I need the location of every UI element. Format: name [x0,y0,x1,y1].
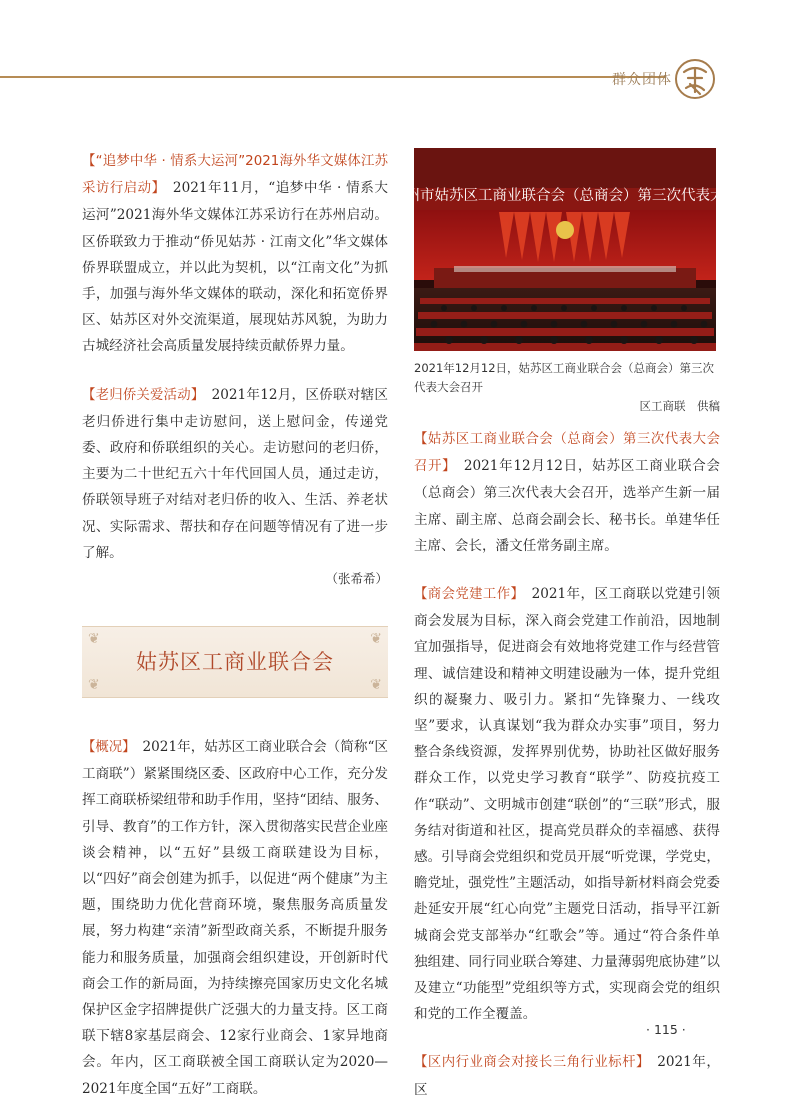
paragraph-body: 2021年，姑苏区工商业联合会（简称“区工商联”）紧紧围绕区委、区政府中心工作，充分发挥工商联桥梁纽带和助手作用，坚持“团结、服务、引导、教育”的工作方针，深入贯彻落实民营企业座谈会精神，以“五好”县级工商联建设为目标，以“四好”商会创建为抓手，以促进“两个健康”为主题，围绕助力优化营商环境，聚焦服务高质量发展，努力构建“亲清”新型政商关系，不断提升服务能力和服务质量，加强商会组织建设，开创新时代商会工作的新局面，为持续擦亮国家历史文化名城保护区金字招牌提供广泛强大的力量支持。区工商联下辖8家基层商会、12家行业商会、1家异地商会。年内，区工商联被全国工商联认定为2020—2021年度全国“五好”工商联。 [82,739,389,1097]
hall-banner-text: 苏州市姑苏区工商业联合会（总商会）第三次代表大会 [391,188,739,204]
author-signature: （张希希） [325,571,388,587]
photo-caption [414,359,720,413]
running-header-title: 群众团体 [612,72,672,88]
paragraph-heading: 【姑苏区工商业联合会（总商会）第三次代表大会召开】 [414,432,720,475]
paragraph-media-visit [82,148,388,360]
congress-hall-illustration [391,148,739,351]
calligraphy-emblem-icon [674,58,716,100]
paragraph-third-congress [414,426,720,559]
paragraph-industry-benchmark [414,1049,720,1102]
paragraph-heading: 【概况】 [82,740,129,756]
corner-ornament-icon: ❦ [88,677,100,694]
paragraph-heading: 【“追梦中华 · 情系大运河”2021海外华文媒体江苏采访行启动】 [82,154,388,197]
corner-ornament-icon: ❦ [370,631,382,648]
section-banner [82,626,388,698]
congress-photo [391,148,739,351]
paragraph-heading: 【商会党建工作】 [414,587,518,603]
paragraph-body: 2021年12月12日，姑苏区工商业联合会（总商会）第三次代表大会召开，选举产生新一届主席、副主席、总商会副会长、秘书长。单建华任主席、会长，潘文任常务副主席。 [414,458,720,554]
right-column [391,148,739,1103]
paragraph-body: 2021年，区工商联以党建引领商会发展为目标，深入商会党建工作前沿，因地制宜加强指导，促进商会有效地将党建工作与经营管理、诚信建设和精神文明建设融为一体，提升党组织的凝聚力、吸引力。紧扣“先锋聚力、一线攻坚”要求，认真谋划“我为群众办实事”项目，努力整合条线资源，发挥界别优势，协助社区做好服务群众工作，以党史学习教育“联学”、防疫抗疫工作“联动”、文明城市创建“联创”的“三联”形式，服务结对街道和社区，提高党员群众的幸福感、获得感。引导商会党组织和党员开展“听党课，学党史，瞻党址，强党性”主题活动，如指导新材料商会党委赴延安开展“红心向党”主题党日活动，指导平江新城商会党支部举办“红歌会”等。通过“符合条件单独组建、同行同业联合筹建、力量薄弱兜底协建”以及建立“功能型”党组织等方式，实现商会党的组织和党的工作全覆盖。 [414,586,721,1023]
paragraph-body: 2021年，区 [414,1054,720,1098]
caption-text: 2021年12月12日，姑苏区工商业联合会（总商会）第三次代表大会召开 [414,361,715,394]
left-column [82,148,388,1102]
corner-ornament-icon: ❦ [370,677,382,694]
paragraph-heading: 【老归侨关爱活动】 [82,387,198,403]
paragraph-party-building [414,581,720,1027]
paragraph-overview [82,734,388,1102]
section-title: 姑苏区工商业联合会 [136,650,334,675]
page-number: · 115 · [646,1022,686,1037]
corner-ornament-icon: ❦ [88,631,100,648]
paragraph-heading: 【区内行业商会对接长三角行业标杆】 [414,1055,644,1071]
paragraph-body: 2021年11月，“追梦中华 · 情系大运河”2021海外华文媒体江苏采访行在苏州启动。区侨联致力于推动“侨见姑苏 · 江南文化”华文媒体侨界联盟成立，并以此为契机，以“江南文化”为抓手，加强与海外华文媒体的联动，深化和拓宽侨界区、姑苏区对外交流渠道，展现姑苏风貌，为助力古城经济社会高质量发展持续贡献侨界力量。 [82,180,388,355]
paragraph-body: 2021年12月，区侨联对辖区老归侨进行集中走访慰问，送上慰问金，传递党委、政府和侨联组织的关心。走访慰问的老归侨，主要为二十世纪五六十年代回国人员，通过走访，侨联领导班子对结对老归侨的收入、生活、养老状况、实际需求、帮扶和存在问题等情况有了进一步了解。 [82,386,388,561]
header-rule [0,76,665,78]
paragraph-returned-overseas-care [82,382,388,566]
caption-credit: 区工商联 供稿 [639,399,720,413]
